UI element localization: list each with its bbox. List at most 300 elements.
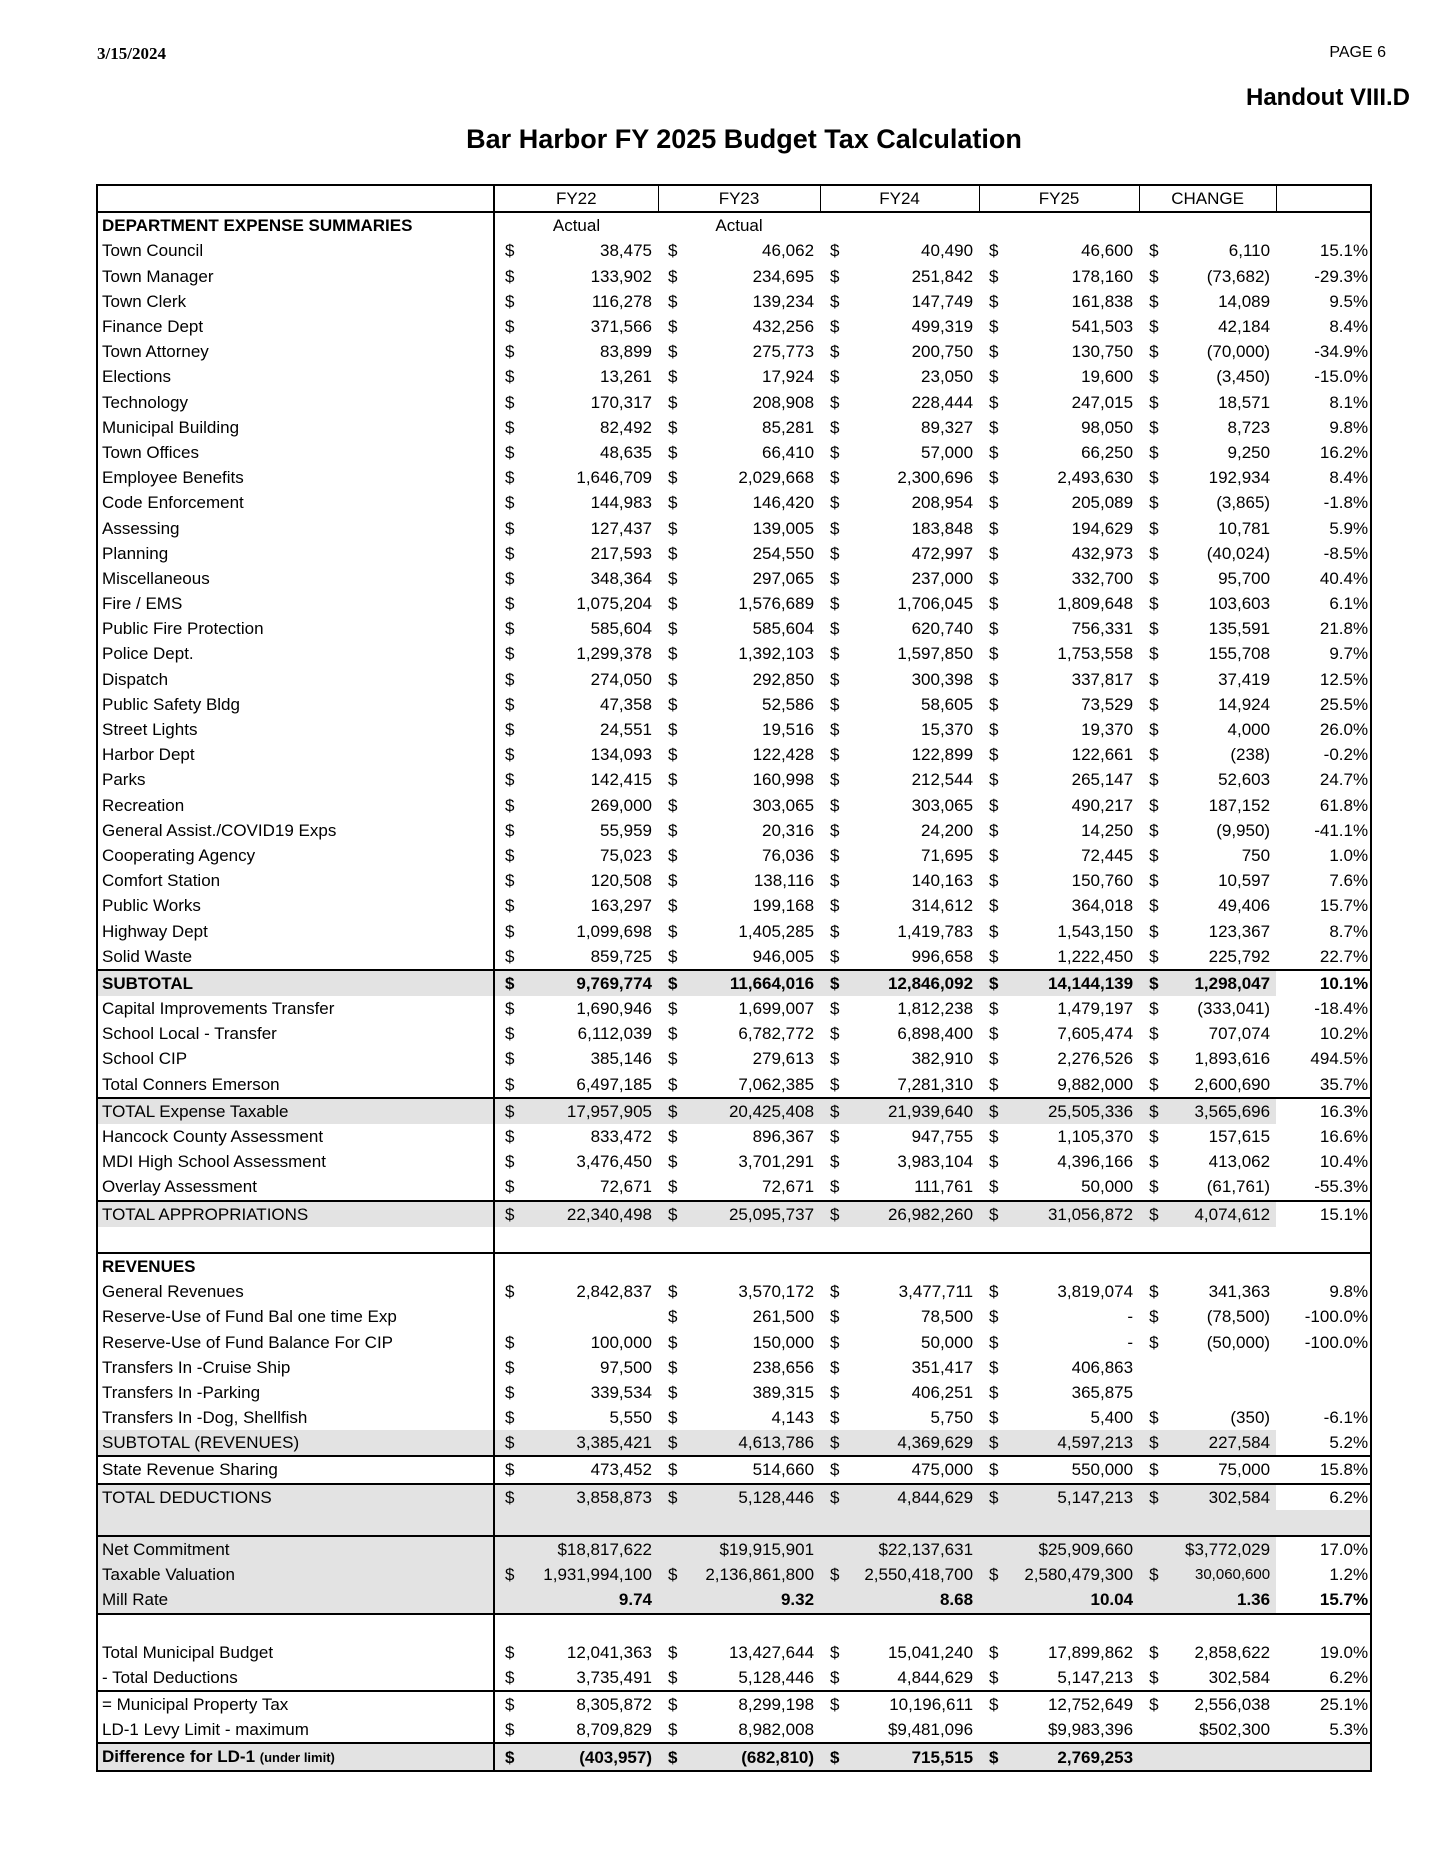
row-label: [97, 1640, 494, 1665]
value-cell: 3,983,104: [897, 1152, 974, 1172]
pct-change-cell: 16.2%: [1319, 442, 1369, 462]
value-cell: 1,419,783: [897, 921, 974, 941]
row-label: [97, 996, 494, 1021]
value-cell: 1,222,450: [1057, 946, 1134, 966]
currency-symbol: $: [1149, 999, 1159, 1019]
currency-symbol: $: [820, 1201, 846, 1227]
currency-symbol: $: [505, 999, 515, 1019]
total-deductions-row: [97, 1484, 1371, 1510]
currency-symbol: $: [1149, 770, 1159, 790]
currency-symbol: $: [668, 1382, 678, 1402]
currency-symbol: $: [668, 543, 678, 563]
currency-symbol: $: [989, 845, 999, 865]
currency-symbol: $: [989, 568, 999, 588]
currency-symbol: $: [830, 342, 840, 362]
currency-symbol: $: [989, 266, 999, 286]
currency-symbol: [1139, 1355, 1165, 1380]
value-cell: 19,600: [1081, 367, 1134, 387]
currency-symbol: $: [668, 845, 678, 865]
value-cell: 25,095,737: [684, 1201, 820, 1227]
currency-symbol: $: [989, 1024, 999, 1044]
currency-symbol: $: [830, 266, 840, 286]
currency-symbol: $: [1149, 619, 1159, 639]
pct-change-cell: 6.2%: [1276, 1484, 1371, 1510]
pct-change-cell: 10.2%: [1319, 1024, 1369, 1044]
row-label: [97, 692, 494, 717]
pct-change-cell: -15.0%: [1314, 367, 1369, 387]
page-title: Bar Harbor FY 2025 Budget Tax Calculation: [466, 124, 1022, 154]
value-cell: 1,075,204: [576, 594, 653, 614]
currency-symbol: $: [1139, 1484, 1165, 1510]
currency-symbol: $: [989, 367, 999, 387]
currency-symbol: $: [830, 1408, 840, 1428]
currency-symbol: $: [668, 694, 678, 714]
currency-symbol: $: [1149, 1642, 1159, 1662]
currency-symbol: $: [820, 970, 846, 996]
currency-symbol: $: [505, 619, 515, 639]
pct-change-cell: 26.0%: [1319, 720, 1369, 740]
value-cell: 1,812,238: [897, 999, 974, 1019]
value-cell: 2,493,630: [1057, 468, 1134, 488]
value-cell: 72,445: [1081, 845, 1134, 865]
currency-symbol: $: [820, 1691, 846, 1717]
value-cell: -: [1127, 1332, 1134, 1352]
currency-symbol: $: [830, 1642, 840, 1662]
value-cell: 71,695: [921, 845, 974, 865]
pct-change-cell: 10.1%: [1276, 970, 1371, 996]
value-cell: 24,200: [921, 820, 974, 840]
total-appropriations-row: [97, 1201, 1371, 1227]
pct-change-cell: 8.1%: [1329, 392, 1369, 412]
row-label-text: = Municipal Property Tax: [102, 1695, 289, 1715]
value-cell: 4,613,786: [684, 1430, 820, 1456]
row-label-text: State Revenue Sharing: [102, 1460, 278, 1480]
currency-symbol: $: [668, 1667, 678, 1687]
value-cell: 5,147,213: [1005, 1484, 1139, 1510]
pct-change-cell: 1.2%: [1276, 1562, 1371, 1587]
currency-symbol: $: [989, 342, 999, 362]
value-cell: 351,417: [911, 1357, 974, 1377]
municipal-row: [97, 1717, 1371, 1743]
value-cell: 72,671: [762, 1177, 815, 1197]
value-cell: 406,251: [911, 1382, 974, 1402]
row-label: [97, 1665, 494, 1691]
value-cell: 10,781: [1218, 518, 1271, 538]
row-label-text: Elections: [102, 367, 171, 387]
row-label: [97, 314, 494, 339]
currency-symbol: $: [830, 518, 840, 538]
currency-symbol: $: [668, 1049, 678, 1069]
row-label: [97, 1691, 494, 1717]
pct-change-cell: 16.3%: [1276, 1098, 1371, 1124]
currency-symbol: $: [830, 1074, 840, 1094]
state-revenue-row: [97, 1456, 1371, 1483]
dept-row: [97, 541, 1371, 566]
pct-change-cell: [1276, 1380, 1371, 1405]
pct-change-cell: -100.0%: [1304, 1332, 1369, 1352]
value-cell: 49,406: [1218, 896, 1271, 916]
currency-symbol: $: [1149, 669, 1159, 689]
dept-row: [97, 767, 1371, 792]
value-cell: 46,062: [762, 241, 815, 261]
value-cell: 15,041,240: [887, 1642, 974, 1662]
currency-symbol: $: [830, 820, 840, 840]
currency-symbol: $: [505, 1667, 515, 1687]
row-label-text: Town Manager: [102, 266, 214, 286]
row-label-text: Transfers In -Parking: [102, 1382, 261, 1402]
value-cell: $9,983,396: [1047, 1720, 1134, 1740]
value-cell: 300,398: [911, 669, 974, 689]
currency-symbol: $: [830, 745, 840, 765]
value-cell: 6,497,185: [576, 1074, 653, 1094]
currency-symbol: $: [989, 999, 999, 1019]
currency-symbol: $: [668, 1307, 678, 1327]
value-cell: (50,000): [1206, 1332, 1271, 1352]
currency-symbol: $: [668, 317, 678, 337]
value-cell: 38,475: [600, 241, 653, 261]
dept-row: [97, 667, 1371, 692]
value-cell: 2,029,668: [738, 468, 815, 488]
currency-symbol: $: [1149, 1127, 1159, 1147]
row-label: [97, 1201, 494, 1227]
dept-row: [97, 490, 1371, 515]
row-label-text: Town Clerk: [102, 291, 187, 311]
value-cell: 332,700: [1071, 568, 1134, 588]
value-cell: 73,529: [1081, 694, 1134, 714]
currency-symbol: $: [505, 493, 515, 513]
row-label-text: Reserve-Use of Fund Balance For CIP: [102, 1332, 394, 1352]
pct-change-cell: 9.7%: [1329, 644, 1369, 664]
currency-symbol: $: [505, 1024, 515, 1044]
row-label: [97, 1380, 494, 1405]
pct-change-cell: 10.4%: [1319, 1152, 1369, 1172]
budget-table: [96, 184, 1372, 1772]
value-cell: 82,492: [600, 417, 653, 437]
value-cell: 72,671: [600, 1177, 653, 1197]
value-cell: 8,709,829: [576, 1720, 653, 1740]
pct-change-cell: 15.1%: [1276, 1201, 1371, 1227]
currency-symbol: $: [989, 795, 999, 815]
row-label-text: Fire / EMS: [102, 594, 183, 614]
row-label-text: Overlay Assessment: [102, 1177, 257, 1197]
currency-symbol: $: [820, 1484, 846, 1510]
pct-change-cell: -100.0%: [1304, 1307, 1369, 1327]
col-fy23: FY23: [658, 185, 820, 212]
currency-symbol: $: [505, 745, 515, 765]
value-cell: 100,000: [590, 1332, 653, 1352]
value-cell: (3,450): [1216, 367, 1271, 387]
value-cell: 8.68: [846, 1587, 979, 1613]
currency-symbol: $: [505, 367, 515, 387]
value-cell: 89,327: [921, 417, 974, 437]
currency-symbol: $: [989, 1357, 999, 1377]
dept-row: [97, 868, 1371, 893]
dept-row: [97, 264, 1371, 289]
value-cell: (350): [1230, 1408, 1271, 1428]
row-label-text: Comfort Station: [102, 871, 221, 891]
value-cell: 134,093: [590, 745, 653, 765]
currency-symbol: $: [830, 1307, 840, 1327]
pct-change-cell: 35.7%: [1319, 1074, 1369, 1094]
currency-symbol: $: [668, 442, 678, 462]
currency-symbol: $: [668, 367, 678, 387]
value-cell: $25,909,660: [1005, 1536, 1139, 1562]
value-cell: 20,425,408: [684, 1098, 820, 1124]
value-cell: 620,740: [911, 619, 974, 639]
value-cell: 48,635: [600, 442, 653, 462]
value-cell: 58,605: [921, 694, 974, 714]
row-label-text: SUBTOTAL: [102, 973, 193, 993]
value-cell: 10,196,611: [846, 1691, 979, 1717]
value-cell: 83,899: [600, 342, 653, 362]
row-label: [97, 238, 494, 263]
value-cell: 139,234: [752, 291, 815, 311]
value-cell: 234,695: [752, 266, 815, 286]
currency-symbol: $: [1139, 970, 1165, 996]
col-fy24: FY24: [820, 185, 979, 212]
row-label: [97, 742, 494, 767]
value-cell: 95,700: [1218, 568, 1271, 588]
currency-symbol: $: [830, 896, 840, 916]
value-cell: 19,370: [1081, 720, 1134, 740]
value-cell: 140,163: [911, 871, 974, 891]
currency-symbol: $: [1149, 795, 1159, 815]
assessment-row: [97, 1124, 1371, 1149]
currency-symbol: $: [989, 871, 999, 891]
row-label-text: Reserve-Use of Fund Bal one time Exp: [102, 1307, 397, 1327]
value-cell: 14,924: [1218, 694, 1271, 714]
currency-symbol: $: [989, 745, 999, 765]
revenue-row: [97, 1329, 1371, 1354]
pct-change-cell: 15.7%: [1276, 1587, 1371, 1613]
value-cell: 4,074,612: [1165, 1201, 1276, 1227]
value-cell: 6,110: [1228, 241, 1271, 261]
currency-symbol: $: [505, 594, 515, 614]
currency-symbol: $: [1149, 921, 1159, 941]
row-label-text: General Assist./COVID19 Exps: [102, 820, 337, 840]
value-cell: 26,982,260: [846, 1201, 979, 1227]
row-label-text: Town Council: [102, 241, 204, 261]
value-cell: 3,701,291: [738, 1152, 815, 1172]
value-cell: 12,041,363: [566, 1642, 653, 1662]
value-cell: 2,276,526: [1057, 1049, 1134, 1069]
currency-symbol: $: [505, 518, 515, 538]
currency-symbol: $: [505, 845, 515, 865]
currency-symbol: $: [1149, 946, 1159, 966]
currency-symbol: $: [1139, 1098, 1165, 1124]
currency-symbol: [979, 1536, 1005, 1562]
row-label: [97, 893, 494, 918]
value-cell: 896,367: [752, 1127, 815, 1147]
value-cell: 1,809,648: [1057, 594, 1134, 614]
dept-row: [97, 314, 1371, 339]
value-cell: 9,882,000: [1057, 1074, 1134, 1094]
currency-symbol: $: [830, 1667, 840, 1687]
currency-symbol: $: [668, 896, 678, 916]
value-cell: 14,089: [1218, 291, 1271, 311]
currency-symbol: $: [1149, 1282, 1159, 1302]
value-cell: 12,752,649: [1005, 1691, 1139, 1717]
value-cell: 75,023: [600, 845, 653, 865]
value-cell: 183,848: [911, 518, 974, 538]
row-label: [97, 1174, 494, 1200]
value-cell: 18,571: [1218, 392, 1271, 412]
pct-change-cell: -1.8%: [1323, 493, 1369, 513]
currency-symbol: [494, 1587, 520, 1613]
currency-symbol: $: [830, 669, 840, 689]
currency-symbol: $: [989, 1282, 999, 1302]
currency-symbol: $: [1149, 1024, 1159, 1044]
value-cell: 1,543,150: [1057, 921, 1134, 941]
currency-symbol: $: [1149, 896, 1159, 916]
value-cell: (238): [1230, 745, 1271, 765]
currency-symbol: $: [989, 317, 999, 337]
value-cell: (40,024): [1206, 543, 1271, 563]
currency-symbol: $: [830, 1152, 840, 1172]
value-cell: 9,769,774: [520, 970, 658, 996]
row-label-text: School Local - Transfer: [102, 1024, 277, 1044]
value-cell: 3,735,491: [576, 1667, 653, 1687]
currency-symbol: $: [668, 291, 678, 311]
municipal-row: [97, 1691, 1371, 1717]
row-label-text: Miscellaneous: [102, 568, 210, 588]
dept-row: [97, 918, 1371, 943]
row-label-text: Street Lights: [102, 720, 198, 740]
value-cell: 227,584: [1165, 1430, 1276, 1456]
value-cell: 5,128,446: [684, 1484, 820, 1510]
pct-change-cell: 61.8%: [1319, 795, 1369, 815]
currency-symbol: $: [505, 266, 515, 286]
currency-symbol: $: [820, 1562, 846, 1587]
row-label: [97, 1304, 494, 1329]
currency-symbol: $: [505, 1408, 515, 1428]
spacer-row: [97, 1614, 1371, 1640]
transfer-row: [97, 1072, 1371, 1098]
value-cell: 292,850: [752, 669, 815, 689]
total-expense-row: [97, 1098, 1371, 1124]
row-label-text: MDI High School Assessment: [102, 1152, 326, 1172]
value-cell: 208,954: [911, 493, 974, 513]
row-label: [97, 1329, 494, 1354]
currency-symbol: [658, 1536, 684, 1562]
currency-symbol: $: [668, 392, 678, 412]
currency-symbol: $: [1149, 291, 1159, 311]
value-cell: 9.32: [684, 1587, 820, 1613]
row-label-text: Town Attorney: [102, 342, 209, 362]
col-fy22: FY22: [494, 185, 658, 212]
value-cell: 150,000: [752, 1332, 815, 1352]
currency-symbol: $: [1149, 392, 1159, 412]
value-cell: 97,500: [600, 1357, 653, 1377]
value-cell: 859,725: [590, 946, 653, 966]
value-cell: 389,315: [752, 1382, 815, 1402]
value-cell: 42,184: [1218, 317, 1271, 337]
dept-row: [97, 893, 1371, 918]
pct-change-cell: 25.1%: [1276, 1691, 1371, 1717]
value-cell: 237,000: [911, 568, 974, 588]
value-cell: 251,842: [911, 266, 974, 286]
row-label: [97, 717, 494, 742]
value-cell: -: [1127, 1307, 1134, 1327]
row-label: [97, 415, 494, 440]
value-cell: 116,278: [591, 291, 653, 311]
currency-symbol: $: [979, 1691, 1005, 1717]
value-cell: 57,000: [921, 442, 974, 462]
value-cell: 163,297: [590, 896, 653, 916]
currency-symbol: $: [1149, 1408, 1159, 1428]
value-cell: 472,997: [911, 543, 974, 563]
currency-symbol: [1139, 1743, 1165, 1771]
value-cell: [1165, 1355, 1276, 1380]
value-cell: 1,392,103: [738, 644, 815, 664]
value-cell: 139,005: [752, 518, 815, 538]
row-label: [97, 1456, 494, 1483]
currency-symbol: $: [505, 317, 515, 337]
value-cell: 212,544: [911, 770, 974, 790]
currency-symbol: $: [668, 1177, 678, 1197]
currency-symbol: $: [830, 1127, 840, 1147]
row-label: [97, 1072, 494, 1098]
value-cell: 3,385,421: [520, 1430, 658, 1456]
value-cell: 9,250: [1227, 442, 1271, 462]
currency-symbol: $: [830, 1177, 840, 1197]
currency-symbol: $: [505, 442, 515, 462]
currency-symbol: $: [989, 1408, 999, 1428]
pct-change-cell: 25.5%: [1319, 694, 1369, 714]
value-cell: 144,983: [590, 493, 653, 513]
subtotal-revenues-row: [97, 1430, 1371, 1456]
value-cell: 1,576,689: [738, 594, 815, 614]
row-label-text: Code Enforcement: [102, 493, 244, 513]
currency-symbol: $: [989, 468, 999, 488]
value-cell: 13,427,644: [728, 1642, 815, 1662]
currency-symbol: $: [979, 1456, 1005, 1483]
currency-symbol: $: [494, 1430, 520, 1456]
pct-change-cell: 9.5%: [1329, 291, 1369, 311]
currency-symbol: $: [830, 871, 840, 891]
value-cell: 4,396,166: [1057, 1152, 1134, 1172]
currency-symbol: $: [830, 594, 840, 614]
currency-symbol: $: [979, 970, 1005, 996]
value-cell: 194,629: [1071, 518, 1134, 538]
currency-symbol: $: [1149, 820, 1159, 840]
currency-symbol: $: [989, 241, 999, 261]
currency-symbol: $: [989, 770, 999, 790]
row-label: [97, 390, 494, 415]
currency-symbol: $: [668, 820, 678, 840]
municipal-row: [97, 1665, 1371, 1691]
value-cell: 187,152: [1208, 795, 1271, 815]
value-cell: 365,875: [1071, 1382, 1134, 1402]
row-label-text: TOTAL APPROPRIATIONS: [102, 1204, 309, 1224]
row-label-text: Police Dept.: [102, 644, 194, 664]
currency-symbol: [820, 1536, 846, 1562]
page-number: PAGE 6: [1329, 44, 1386, 61]
value-cell: 228,444: [911, 392, 974, 412]
value-cell: 9.74: [520, 1587, 658, 1613]
currency-symbol: [658, 1587, 684, 1613]
value-cell: (9,950): [1216, 820, 1271, 840]
currency-symbol: [820, 1587, 846, 1613]
pct-change-cell: -34.9%: [1314, 342, 1369, 362]
pct-change-cell: 7.6%: [1329, 871, 1369, 891]
currency-symbol: $: [668, 493, 678, 513]
dept-row: [97, 515, 1371, 540]
currency-symbol: $: [830, 1382, 840, 1402]
currency-symbol: $: [989, 644, 999, 664]
currency-symbol: $: [505, 795, 515, 815]
value-cell: 3,570,172: [738, 1282, 815, 1302]
